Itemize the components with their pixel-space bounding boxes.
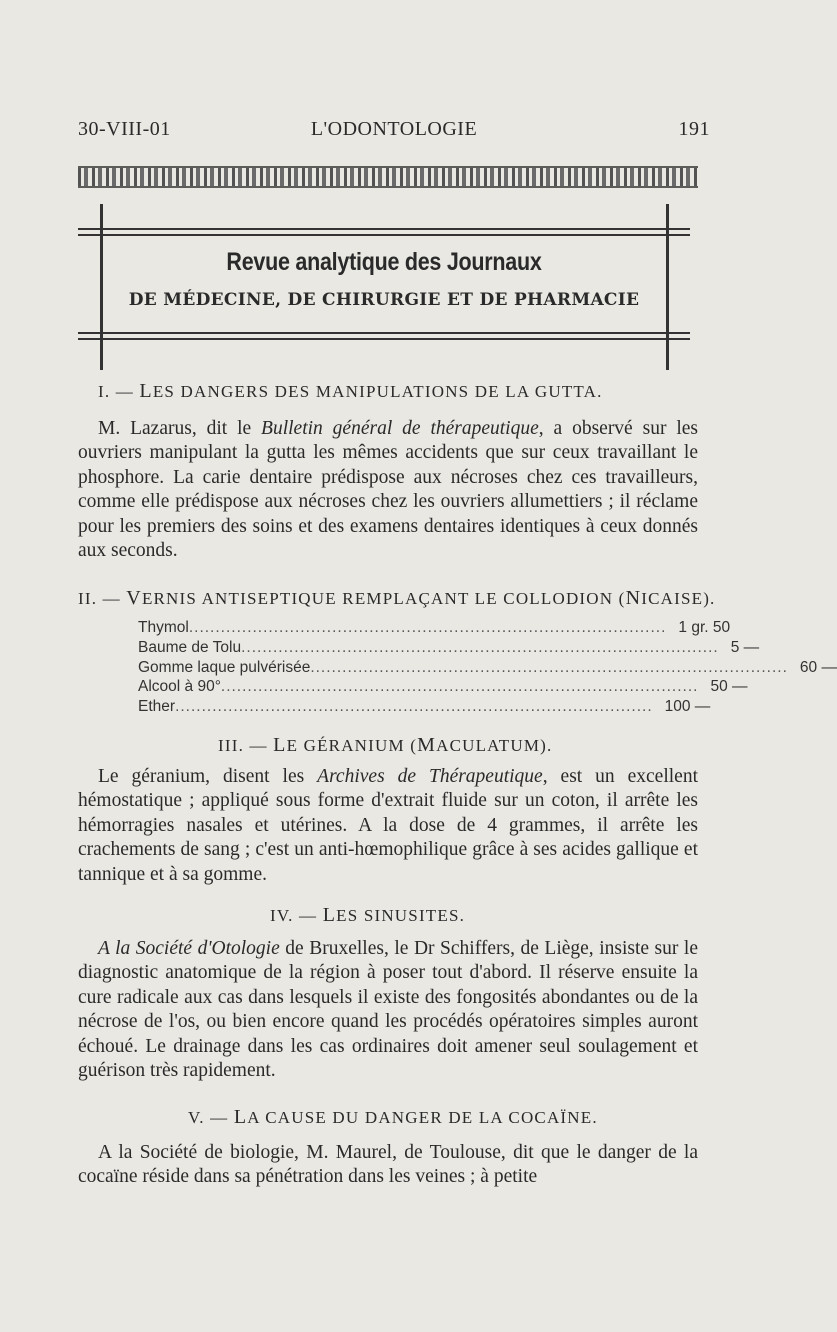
page-number: 191 [678,118,710,140]
recipe-row: Gomme laque pulvérisée .......................................................................................... 60 — [138,658,837,676]
heading-section-2: II. — VERNIS ANTISEPTIQUE REMPLAÇANT LE COLLODION (NICAISE). [78,587,716,609]
paragraph-section-4: A la Société d'Otologie de Bruxelles, le Dr Schiffers, de Liège, insiste sur le diagnostic anatomique de la région à poser tout d'abord. Il réserve ensuite la cure radicale aux cas dans lesquels il existe des fongosités abondantes ou de la nécrose de l'os, ou bien encore quand les procédés opératoires simples auront échoué. Le drainage dans les cas ordinaires doit amener seul soulagement et guérison très rapidement. [78,938,698,1082]
decorative-ornament-band [78,166,698,188]
recipe-row: Ether .......................................................................................... 100 — [138,698,711,716]
heading-section-3: III. — LE GÉRANIUM (MACULATUM). [218,734,553,756]
paragraph-section-1: M. Lazarus, dit le Bulletin général de thérapeutique, a observé sur les ouvriers manipulant la gutta les mêmes accidents que sur ceux travaillant le phosphore. La carie dentaire prédispose aux nécroses chez ces travailleurs, comme elle prédispose aux nécroses chez les ouvriers allumettiers ; il réclame pour les premiers des soins et des examens dentaires identiques à ceux donnés aux seconds. [78,418,698,562]
recipe-list [138,618,837,717]
title-frame [78,204,690,370]
recipe-row: Thymol .......................................................................................... 1 gr. 50 [138,619,731,636]
heading-section-1: I. — LES DANGERS DES MANIPULATIONS DE LA GUTTA. [98,380,603,402]
journal-name: L'ODONTOLOGIE [310,118,478,140]
heading-section-4: IV. — LES SINUSITES. [270,904,466,926]
recipe-row: Alcool à 90° .......................................................................................... 50 — [138,678,748,696]
issue-date: 30-VIII-01 [78,118,171,140]
heading-section-5: V. — LA CAUSE DU DANGER DE LA COCAÏNE. [188,1106,598,1128]
recipe-row: Baume de Tolu .......................................................................................... 5 — [138,638,760,656]
paragraph-section-3: Le géranium, disent les Archives de Thérapeutique, est un excellent hémostatique ; appliqué sous forme d'extrait fluide sur un coton, il arrête les hémorragies nasales et utérines. A la dose de 4 grammes, il arrête les crachements de sang ; c'est un anti-hœmophilique grâce à ses acides gallique et tannique et à sa gomme. [78,766,698,885]
paragraph-section-5: A la Société de biologie, M. Maurel, de Toulouse, dit que le danger de la cocaïne réside dans sa pénétration dans les veines ; à petite [78,1142,698,1188]
section-title: Revue analytique des Journaux [226,248,542,276]
section-subtitle: DE MÉDECINE, DE CHIRURGIE ET DE PHARMACIE [128,290,640,310]
